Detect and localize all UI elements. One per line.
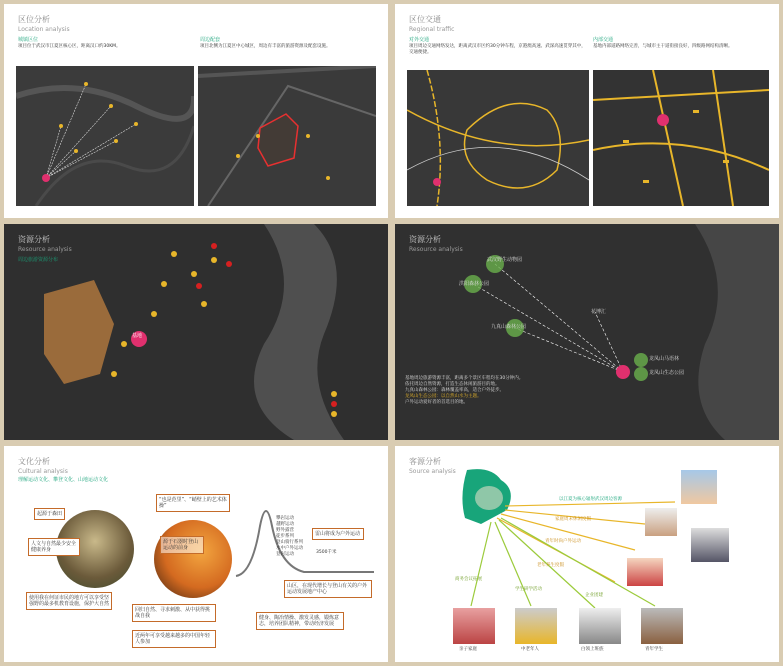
left-heading: 城镇区位 xyxy=(18,37,39,43)
list-item: 登山骑行系列 xyxy=(276,540,303,545)
box-stone-age: 源于石器时登山运动的前身 xyxy=(160,536,204,554)
resource-map xyxy=(4,224,388,440)
spot-label: 九真山森林公园 xyxy=(491,324,527,330)
ray-label: 以江夏为核心辐射武汉周边客源 xyxy=(559,497,622,502)
ray-label: 青年时尚户外运动 xyxy=(545,539,581,544)
list-item: 水中户外运动 xyxy=(276,546,303,551)
location-map-left xyxy=(16,66,194,206)
photo-man xyxy=(641,608,683,644)
photo-group xyxy=(691,528,729,562)
panel-subtitle: Cultural analysis xyxy=(18,468,68,475)
list-item: 越野运动 xyxy=(276,522,294,527)
ray-label: 商务会议拓展 xyxy=(455,577,482,582)
right-text: 项目北侧为江夏区中心城区，周边有丰富的旅游资源及配套设施。 xyxy=(200,44,331,49)
panel-header xyxy=(409,234,463,253)
panel-source-analysis xyxy=(395,446,779,662)
distance-note: 3500千米 xyxy=(316,550,337,555)
photo-caption: 青年学生 xyxy=(645,647,663,652)
resource-spots-map xyxy=(395,224,779,440)
photo-child xyxy=(681,470,717,504)
quote-box: “也是范里”、“峭壁上的艺术体操” xyxy=(156,494,230,512)
right-heading: 内部交通 xyxy=(593,37,614,43)
panel-subtitle: Resource analysis xyxy=(409,246,463,253)
photo-elders xyxy=(515,608,557,644)
note-box: 雷山将成为户外运动 xyxy=(312,528,364,540)
site-label: 基地 xyxy=(132,333,143,339)
panel-cultural-analysis xyxy=(4,446,388,662)
map-graphic xyxy=(16,66,194,206)
box-return-nature: 回归自然、寻求刺激、从中获得挑战自我 xyxy=(132,604,216,622)
left-text: 项目位于武汉市江夏区核心区，距离汉口约30KM。 xyxy=(18,44,121,49)
panel-subtitle: Resource analysis xyxy=(18,246,72,253)
spot-label: 花博汇 xyxy=(591,309,607,315)
photo-caption: 中老年人 xyxy=(521,647,539,652)
map-graphic xyxy=(407,70,589,206)
panel-title: 资源分析 xyxy=(18,235,50,244)
note-line: 九真山森林公园：森林覆盖率高，适合户外徒步。 xyxy=(405,388,504,393)
photo-caption: 亲子家庭 xyxy=(459,647,477,652)
box-young-people: 近两年可享受越来越多的中国年轻人参加 xyxy=(132,630,216,648)
map-graphic xyxy=(593,70,769,206)
list-item: 徒步系列 xyxy=(276,534,294,539)
traffic-map-left xyxy=(407,70,589,206)
list-item: 野外露营 xyxy=(276,528,294,533)
ray-label: 老年养生度假 xyxy=(537,563,564,568)
spot-label: 龙凤山马语林 xyxy=(649,356,680,362)
sub-heading: 周边旅游资源分布 xyxy=(18,257,59,263)
left-heading: 对外交通 xyxy=(409,37,430,43)
panel-title: 文化分析 xyxy=(18,457,50,466)
note-line: 依托周边自然资源，打造生态休闲旅游目的地。 xyxy=(405,382,500,387)
left-text: 项目周边交通网络发达，距离武汉市区约30分钟车程，京港澳高速、武深高速贯穿其中，交通便捷。 xyxy=(409,44,586,55)
list-item: 登岩运动 xyxy=(276,552,294,557)
right-text: 基地内部道路网络完善，与城市主干道衔接良好，四级路网结构清晰。 xyxy=(593,44,733,49)
traffic-map-right xyxy=(593,70,769,206)
activity-list xyxy=(276,516,303,558)
photo-office xyxy=(579,608,621,644)
panel-subtitle: Source analysis xyxy=(409,468,456,475)
map-graphic xyxy=(395,224,779,440)
panel-header xyxy=(18,234,72,253)
location-map-right xyxy=(198,66,376,206)
panel-location-analysis xyxy=(4,4,388,218)
panel-resource-analysis-1 xyxy=(4,224,388,440)
panel-regional-traffic xyxy=(395,4,779,218)
note-box: 健身、陶冶情操、激发灵感，锻炼意志，培养团队精神，带动经济发展 xyxy=(256,612,344,630)
box-citizens: 使用我在何证市民的地方可以享受坚强野的最多机教育设施，保护大自然 xyxy=(26,592,112,610)
note-box: 山区，在现代增长与登山有关的户外运动发展地产中心 xyxy=(284,580,372,598)
note-line: 龙凤山生态公园：以自然山水为主题。 xyxy=(405,394,482,399)
map-graphic xyxy=(4,224,388,440)
spot-label: 武汉野生动物园 xyxy=(487,257,523,263)
panel-title: 区位分析 xyxy=(18,15,50,24)
spot-label: 洪阳森林公园 xyxy=(459,281,490,287)
spot-label: 龙凤山生态公园 xyxy=(649,370,685,376)
map-graphic xyxy=(198,66,376,206)
panel-header xyxy=(18,14,70,33)
photo-kids xyxy=(453,608,495,644)
panel-title: 区位交通 xyxy=(409,15,441,24)
sub-heading: 理解运动文化、攀登文化、山地运动文化 xyxy=(18,477,109,483)
ray-label: 家庭周末休闲度假 xyxy=(555,517,591,522)
photo-couple xyxy=(645,508,677,536)
box-origin: 起源于森田 xyxy=(34,508,65,520)
panel-title: 资源分析 xyxy=(409,235,441,244)
photo-caption: 白领上班族 xyxy=(581,647,604,652)
photo-family xyxy=(627,558,663,586)
list-item: 攀岩运动 xyxy=(276,516,294,521)
note-line: 基地周边旅游资源丰富，距离多个景区车程均在30分钟内。 xyxy=(405,376,524,381)
right-heading: 周边配套 xyxy=(200,37,221,43)
ray-label: 企业团建 xyxy=(585,593,603,598)
ray-label: 学生研学活动 xyxy=(515,587,542,592)
panel-subtitle: Regional traffic xyxy=(409,26,455,33)
panel-title: 客源分析 xyxy=(409,457,441,466)
box-human-nature: 人文与自然最少安全健康养身 xyxy=(28,538,80,556)
panel-header xyxy=(409,14,454,33)
panel-subtitle: Location analysis xyxy=(18,26,70,33)
note-line: 户外运动爱好者的首选目的地。 xyxy=(405,400,468,405)
panel-resource-analysis-2 xyxy=(395,224,779,440)
notes-block xyxy=(405,376,605,406)
